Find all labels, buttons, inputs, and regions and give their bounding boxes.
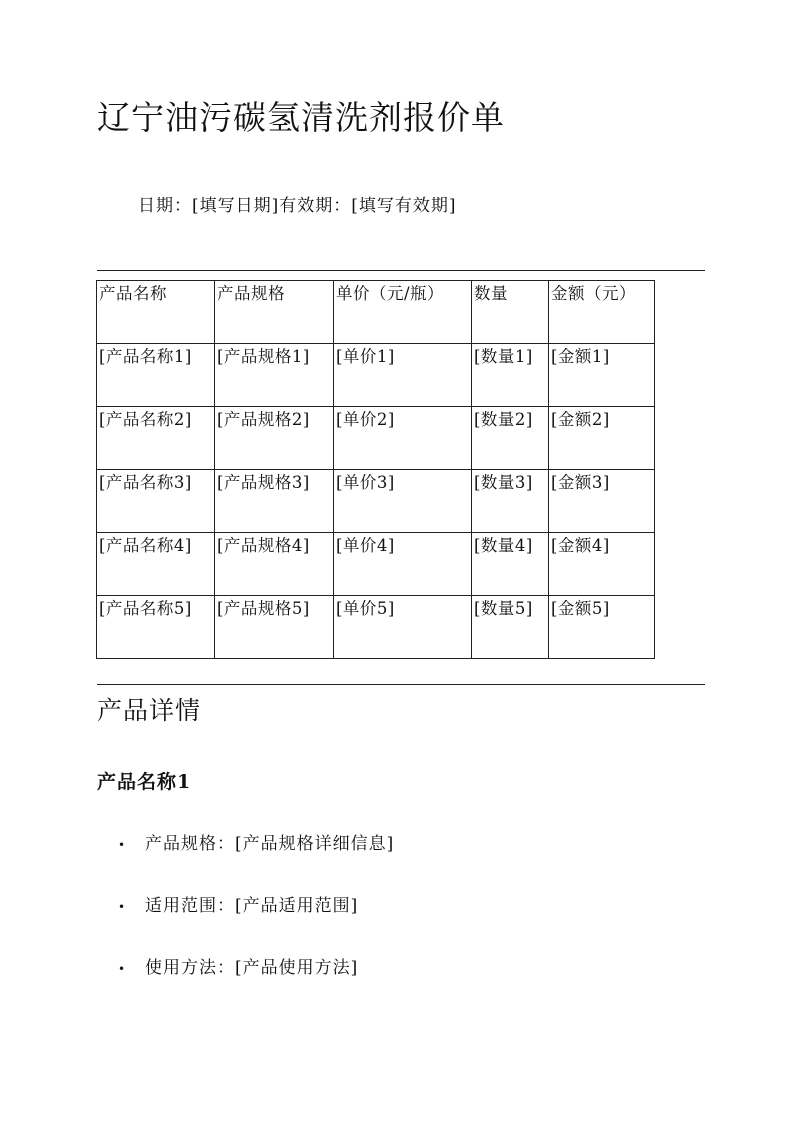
document-title: 辽宁油污碳氢清洗剂报价单 bbox=[97, 98, 505, 137]
cell-product-spec: [产品规格5] bbox=[215, 596, 334, 659]
detail-usage-text: 使用方法：[产品使用方法] bbox=[145, 958, 359, 978]
cell-amount: [金额5] bbox=[549, 596, 655, 659]
table-row bbox=[97, 470, 655, 533]
cell-quantity: [数量1] bbox=[472, 344, 549, 407]
cell-unit-price: [单价5] bbox=[334, 596, 472, 659]
table-row bbox=[97, 533, 655, 596]
table-header-row bbox=[97, 281, 655, 344]
bullet-icon: • bbox=[118, 900, 127, 914]
cell-quantity: [数量3] bbox=[472, 470, 549, 533]
cell-product-spec: [产品规格2] bbox=[215, 407, 334, 470]
cell-amount: [金额4] bbox=[549, 533, 655, 596]
detail-spec-text: 产品规格：[产品规格详细信息] bbox=[145, 834, 395, 854]
list-item bbox=[118, 831, 394, 893]
detail-scope-text: 适用范围：[产品适用范围] bbox=[145, 896, 359, 916]
bottom-divider bbox=[97, 684, 705, 685]
header-product-name: 产品名称 bbox=[97, 281, 215, 344]
cell-quantity: [数量4] bbox=[472, 533, 549, 596]
table-row bbox=[97, 344, 655, 407]
list-item bbox=[118, 955, 394, 1017]
product-detail-list bbox=[118, 831, 394, 1017]
cell-unit-price: [单价1] bbox=[334, 344, 472, 407]
cell-amount: [金额3] bbox=[549, 470, 655, 533]
cell-quantity: [数量5] bbox=[472, 596, 549, 659]
cell-unit-price: [单价3] bbox=[334, 470, 472, 533]
cell-product-spec: [产品规格1] bbox=[215, 344, 334, 407]
cell-product-name: [产品名称5] bbox=[97, 596, 215, 659]
table-row bbox=[97, 407, 655, 470]
cell-unit-price: [单价4] bbox=[334, 533, 472, 596]
product-name-heading: 产品名称1 bbox=[97, 771, 192, 793]
bullet-icon: • bbox=[118, 962, 127, 976]
list-item bbox=[118, 893, 394, 955]
cell-quantity: [数量2] bbox=[472, 407, 549, 470]
cell-product-name: [产品名称1] bbox=[97, 344, 215, 407]
cell-unit-price: [单价2] bbox=[334, 407, 472, 470]
cell-amount: [金额1] bbox=[549, 344, 655, 407]
cell-product-name: [产品名称2] bbox=[97, 407, 215, 470]
bullet-icon: • bbox=[118, 838, 127, 852]
header-amount: 金额（元） bbox=[549, 281, 655, 344]
cell-product-spec: [产品规格3] bbox=[215, 470, 334, 533]
section-title-product-details: 产品详情 bbox=[97, 696, 202, 725]
cell-product-name: [产品名称4] bbox=[97, 533, 215, 596]
table-row bbox=[97, 596, 655, 659]
cell-product-spec: [产品规格4] bbox=[215, 533, 334, 596]
date-validity-line: 日期：[填写日期]有效期：[填写有效期] bbox=[138, 196, 457, 216]
header-unit-price: 单价（元/瓶） bbox=[334, 281, 472, 344]
quote-table bbox=[96, 280, 655, 659]
cell-amount: [金额2] bbox=[549, 407, 655, 470]
header-quantity: 数量 bbox=[472, 281, 549, 344]
top-divider bbox=[97, 270, 705, 271]
cell-product-name: [产品名称3] bbox=[97, 470, 215, 533]
header-product-spec: 产品规格 bbox=[215, 281, 334, 344]
